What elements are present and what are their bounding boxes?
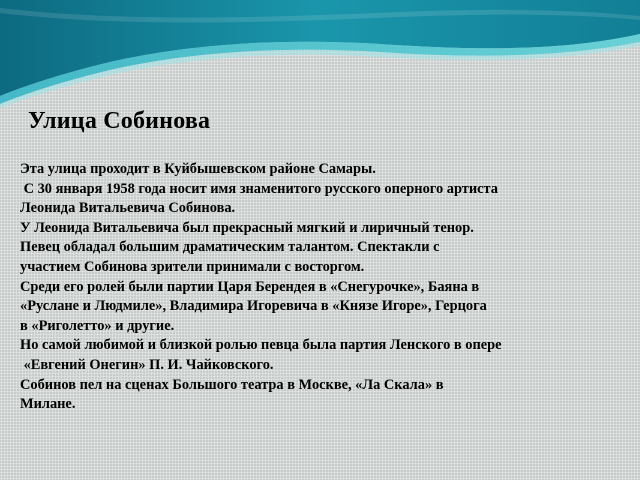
- body-line: в «Риголетто» и другие.: [20, 317, 175, 334]
- body-line: Среди его ролей были партии Царя Берендея в «Снегурочке», Баяна в: [20, 278, 480, 295]
- body-line: У Леонида Витальевича был прекрасный мягкий и лиричный тенор.: [20, 219, 474, 236]
- body-line: Певец обладал большим драматическим талантом. Спектакли с: [20, 239, 440, 256]
- slide-title: Улица Собинова: [28, 108, 211, 134]
- body-line: Собинов пел на сценах Большого театра в Москве, «Ла Скала» в: [20, 376, 444, 393]
- body-line: участием Собинова зрители принимали с восторгом.: [20, 258, 365, 275]
- body-line: «Евгений Онегин» П. И. Чайковского.: [20, 356, 274, 373]
- body-line: «Руслане и Людмиле», Владимира Игоревича в «Князе Игоре», Герцога: [20, 298, 487, 315]
- header-wave-decoration: [0, 0, 640, 120]
- slide-body-text: [20, 160, 625, 415]
- body-line: Эта улица проходит в Куйбышевском районе Самары.: [20, 161, 376, 177]
- body-line: С 30 января 1958 года носит имя знаменитого русского оперного артиста: [20, 180, 498, 197]
- body-line: Милане.: [20, 396, 76, 413]
- body-line: Леонида Витальевича Собинова.: [20, 200, 236, 217]
- body-line: Но самой любимой и близкой ролью певца была партия Ленского в опере: [20, 337, 502, 354]
